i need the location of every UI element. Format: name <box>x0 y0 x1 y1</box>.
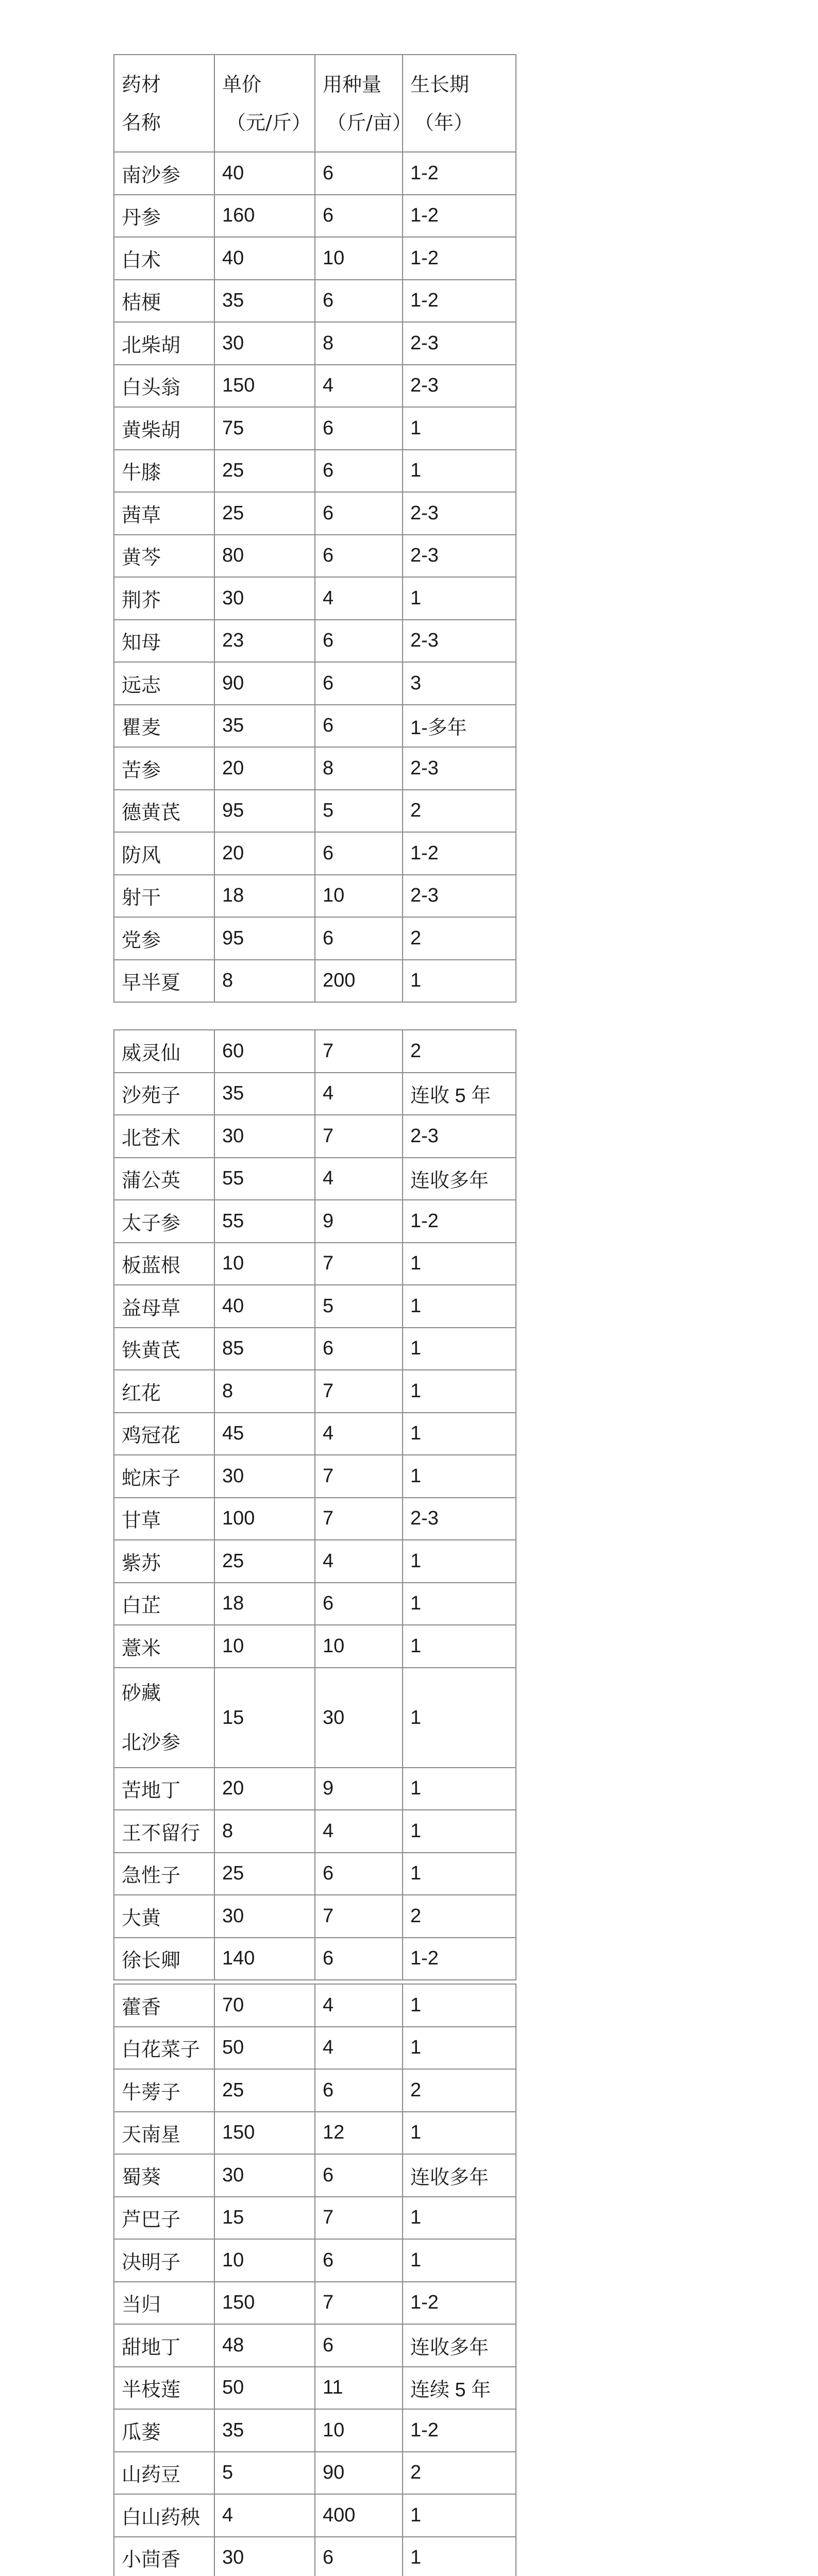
herb-name-cell: 瓜蒌 <box>114 2409 214 2452</box>
unit-price-cell: 75 <box>214 407 315 450</box>
herb-name-cell: 白芷 <box>114 1583 214 1625</box>
herb-name-cell: 党参 <box>114 917 214 960</box>
growth-period-cell: 2-3 <box>403 322 516 365</box>
table-row <box>114 2282 516 2325</box>
unit-price-cell: 50 <box>214 2367 315 2410</box>
growth-period-cell: 1 <box>403 1668 516 1768</box>
table-row <box>114 1455 516 1498</box>
table-row <box>114 152 516 195</box>
header-growth-period <box>403 55 516 152</box>
herb-name-cell: 荆芥 <box>114 577 214 620</box>
growth-period-cell: 1 <box>403 1853 516 1895</box>
herb-name-cell: 黄芩 <box>114 535 214 578</box>
growth-period-cell: 2 <box>403 1895 516 1938</box>
unit-price-cell: 60 <box>214 1030 315 1073</box>
table-row <box>114 832 516 875</box>
growth-period-cell: 1-多年 <box>403 705 516 748</box>
unit-price-cell: 150 <box>214 2112 315 2155</box>
growth-period-cell: 连收多年 <box>403 2154 516 2197</box>
herb-name-cell: 益母草 <box>114 1285 214 1328</box>
table-row <box>114 1984 516 2027</box>
unit-price-cell: 30 <box>214 1895 315 1938</box>
table-row <box>114 705 516 748</box>
herb-name-cell: 紫苏 <box>114 1540 214 1583</box>
herb-name-cell: 牛蒡子 <box>114 2069 214 2112</box>
unit-price-cell: 30 <box>214 2154 315 2197</box>
table-row <box>114 1030 516 1073</box>
table-row <box>114 1768 516 1810</box>
table-row <box>114 1115 516 1158</box>
table-row <box>114 2112 516 2155</box>
herb-name-cell: 防风 <box>114 832 214 875</box>
unit-price-cell: 8 <box>214 1810 315 1853</box>
herb-name-cell: 白头翁 <box>114 365 214 408</box>
header-herb-name-line2: 名称 <box>122 111 161 134</box>
seed-amount-cell: 7 <box>315 1498 403 1540</box>
unit-price-cell: 30 <box>214 2537 315 2576</box>
unit-price-cell: 18 <box>214 1583 315 1625</box>
seed-amount-cell: 6 <box>315 2069 403 2112</box>
herb-name-cell: 丹参 <box>114 195 214 238</box>
growth-period-cell: 2 <box>403 2452 516 2495</box>
herb-name-cell: 知母 <box>114 620 214 663</box>
herb-name-cell: 急性子 <box>114 1853 214 1895</box>
seed-amount-cell: 10 <box>315 237 403 280</box>
growth-period-cell: 连续 5 年 <box>403 2367 516 2410</box>
table-row <box>114 1243 516 1285</box>
table-row <box>114 195 516 238</box>
seed-amount-cell: 6 <box>315 1583 403 1625</box>
unit-price-cell: 55 <box>214 1158 315 1200</box>
unit-price-cell: 95 <box>214 917 315 960</box>
seed-amount-cell: 7 <box>315 2282 403 2325</box>
unit-price-cell: 70 <box>214 1984 315 2027</box>
herb-name-cell: 蒲公英 <box>114 1158 214 1200</box>
table-row <box>114 875 516 918</box>
herb-name-cell: 南沙参 <box>114 152 214 195</box>
herb-name-cell: 山药豆 <box>114 2452 214 2495</box>
unit-price-cell: 30 <box>214 1115 315 1158</box>
seed-amount-cell: 4 <box>315 1984 403 2027</box>
growth-period-cell: 1 <box>403 1285 516 1328</box>
table-row <box>114 2494 516 2537</box>
growth-period-cell: 连收 5 年 <box>403 1073 516 1115</box>
table-row <box>114 577 516 620</box>
seed-amount-cell: 4 <box>315 365 403 408</box>
seed-amount-cell: 10 <box>315 2409 403 2452</box>
seed-amount-cell: 6 <box>315 917 403 960</box>
herb-name-cell: 红花 <box>114 1370 214 1413</box>
growth-period-cell: 1 <box>403 450 516 493</box>
seed-amount-cell: 6 <box>315 705 403 748</box>
seed-amount-cell: 8 <box>315 322 403 365</box>
herb-name-cell: 藿香 <box>114 1984 214 2027</box>
growth-period-cell: 1 <box>403 1810 516 1853</box>
growth-period-cell: 1 <box>403 2027 516 2070</box>
growth-period-cell: 1 <box>403 2112 516 2155</box>
seed-amount-cell: 6 <box>315 620 403 663</box>
herb-name-cell: 王不留行 <box>114 1810 214 1853</box>
table-row <box>114 662 516 705</box>
herb-name-cell: 甘草 <box>114 1498 214 1540</box>
seed-amount-cell: 6 <box>315 2537 403 2576</box>
unit-price-cell: 80 <box>214 535 315 578</box>
growth-period-cell: 1 <box>403 1243 516 1285</box>
growth-period-cell: 1 <box>403 1540 516 1583</box>
table-row <box>114 2197 516 2240</box>
seed-amount-cell: 6 <box>315 2239 403 2282</box>
herb-name-cell: 太子参 <box>114 1200 214 1243</box>
growth-period-cell: 连收多年 <box>403 1158 516 1200</box>
herb-name-cell: 远志 <box>114 662 214 705</box>
herb-name-cell: 牛膝 <box>114 450 214 493</box>
header-herb-name <box>114 55 214 152</box>
herb-name-cell: 早半夏 <box>114 960 214 1003</box>
herb-name-cell: 薏米 <box>114 1625 214 1668</box>
herb-table-1 <box>113 54 516 1003</box>
unit-price-cell: 25 <box>214 2069 315 2112</box>
herb-name-cell: 当归 <box>114 2282 214 2325</box>
seed-amount-cell: 9 <box>315 1200 403 1243</box>
unit-price-cell: 20 <box>214 832 315 875</box>
herb-name-cell: 徐长卿 <box>114 1938 214 1980</box>
seed-amount-cell: 6 <box>315 2154 403 2197</box>
unit-price-cell: 15 <box>214 2197 315 2240</box>
growth-period-cell: 1-2 <box>403 2282 516 2325</box>
seed-amount-cell: 9 <box>315 1768 403 1810</box>
unit-price-cell: 140 <box>214 1938 315 1980</box>
unit-price-cell: 10 <box>214 1243 315 1285</box>
table-row <box>114 1413 516 1455</box>
seed-amount-cell: 6 <box>315 280 403 323</box>
herb-table-3 <box>113 1984 516 2576</box>
herb-name-cell: 北苍术 <box>114 1115 214 1158</box>
unit-price-cell: 48 <box>214 2324 315 2367</box>
seed-amount-cell: 6 <box>315 152 403 195</box>
seed-amount-cell: 6 <box>315 450 403 493</box>
seed-amount-cell: 7 <box>315 1243 403 1285</box>
table-row <box>114 1938 516 1980</box>
seed-amount-cell: 7 <box>315 2197 403 2240</box>
growth-period-cell: 1 <box>403 577 516 620</box>
growth-period-cell: 2-3 <box>403 365 516 408</box>
table-row <box>114 1810 516 1853</box>
herb-name-cell: 小茴香 <box>114 2537 214 2576</box>
unit-price-cell: 35 <box>214 1073 315 1115</box>
table-row <box>114 2069 516 2112</box>
unit-price-cell: 20 <box>214 1768 315 1810</box>
unit-price-cell: 20 <box>214 747 315 790</box>
seed-amount-cell: 4 <box>315 1540 403 1583</box>
growth-period-cell: 1 <box>403 2197 516 2240</box>
herb-name-cell: 桔梗 <box>114 280 214 323</box>
table-row <box>114 1158 516 1200</box>
table-row <box>114 2452 516 2495</box>
growth-period-cell: 1 <box>403 1583 516 1625</box>
herb-name-cell: 芦巴子 <box>114 2197 214 2240</box>
growth-period-cell: 1-2 <box>403 280 516 323</box>
seed-amount-cell: 6 <box>315 1328 403 1370</box>
seed-amount-cell: 6 <box>315 1853 403 1895</box>
seed-amount-cell: 11 <box>315 2367 403 2410</box>
herb-name-cell: 大黄 <box>114 1895 214 1938</box>
table-row <box>114 1073 516 1115</box>
table-row <box>114 620 516 663</box>
growth-period-cell: 2 <box>403 1030 516 1073</box>
unit-price-cell: 40 <box>214 1285 315 1328</box>
unit-price-cell: 23 <box>214 620 315 663</box>
herb-name-cell: 蛇床子 <box>114 1455 214 1498</box>
seed-amount-cell: 7 <box>315 1895 403 1938</box>
unit-price-cell: 10 <box>214 1625 315 1668</box>
growth-period-cell: 1-2 <box>403 1938 516 1980</box>
seed-amount-cell: 4 <box>315 1413 403 1455</box>
table-row <box>114 1625 516 1668</box>
seed-amount-cell: 4 <box>315 577 403 620</box>
seed-amount-cell: 4 <box>315 1073 403 1115</box>
table-row <box>114 535 516 578</box>
table-row <box>114 747 516 790</box>
growth-period-cell: 2-3 <box>403 1115 516 1158</box>
unit-price-cell: 35 <box>214 2409 315 2452</box>
table-row <box>114 322 516 365</box>
table-row <box>114 2154 516 2197</box>
herb-name-cell: 甜地丁 <box>114 2324 214 2367</box>
growth-period-cell: 1-2 <box>403 237 516 280</box>
herb-name-cell: 天南星 <box>114 2112 214 2155</box>
growth-period-cell: 1 <box>403 1455 516 1498</box>
growth-period-cell: 1 <box>403 1370 516 1413</box>
growth-period-cell: 1-2 <box>403 2409 516 2452</box>
table-row <box>114 450 516 493</box>
unit-price-cell: 30 <box>214 577 315 620</box>
unit-price-cell: 18 <box>214 875 315 918</box>
growth-period-cell: 1 <box>403 960 516 1003</box>
unit-price-cell: 25 <box>214 492 315 535</box>
herb-name-cell: 北柴胡 <box>114 322 214 365</box>
seed-amount-cell: 6 <box>315 195 403 238</box>
table-row <box>114 1285 516 1328</box>
header-unit-price-line1: 单价 <box>222 73 262 96</box>
table-row <box>114 1498 516 1540</box>
seed-amount-cell: 6 <box>315 1938 403 1980</box>
table-row <box>114 960 516 1003</box>
unit-price-cell: 50 <box>214 2027 315 2070</box>
table-row <box>114 2367 516 2410</box>
growth-period-cell: 2-3 <box>403 747 516 790</box>
seed-amount-cell: 6 <box>315 2324 403 2367</box>
herb-name-cell: 白术 <box>114 237 214 280</box>
seed-amount-cell: 10 <box>315 1625 403 1668</box>
growth-period-cell: 2 <box>403 917 516 960</box>
unit-price-cell: 100 <box>214 1498 315 1540</box>
table-row <box>114 1200 516 1243</box>
seed-amount-cell: 7 <box>315 1455 403 1498</box>
table-row <box>114 407 516 450</box>
growth-period-cell: 连收多年 <box>403 2324 516 2367</box>
herb-table-2 <box>113 1029 516 1980</box>
growth-period-cell: 1 <box>403 2537 516 2576</box>
growth-period-cell: 2-3 <box>403 1498 516 1540</box>
seed-amount-cell: 7 <box>315 1115 403 1158</box>
seed-amount-cell: 5 <box>315 1285 403 1328</box>
growth-period-cell: 1 <box>403 1984 516 2027</box>
seed-amount-cell: 8 <box>315 747 403 790</box>
seed-amount-cell: 10 <box>315 875 403 918</box>
table-row <box>114 1540 516 1583</box>
unit-price-cell: 10 <box>214 2239 315 2282</box>
unit-price-cell: 35 <box>214 280 315 323</box>
growth-period-cell: 2 <box>403 2069 516 2112</box>
seed-amount-cell: 90 <box>315 2452 403 2495</box>
growth-period-cell: 1 <box>403 1625 516 1668</box>
table-row <box>114 1853 516 1895</box>
table-row <box>114 2324 516 2367</box>
herb-name-cell: 射干 <box>114 875 214 918</box>
growth-period-cell: 2-3 <box>403 875 516 918</box>
table-row <box>114 2537 516 2576</box>
unit-price-cell: 30 <box>214 1455 315 1498</box>
header-seed-amount-line2: （斤/亩） <box>327 111 412 134</box>
table-row <box>114 2027 516 2070</box>
table-row <box>114 237 516 280</box>
herb-name-cell: 茜草 <box>114 492 214 535</box>
header-seed-amount-line1: 用种量 <box>323 73 382 96</box>
table-row <box>114 492 516 535</box>
unit-price-cell: 45 <box>214 1413 315 1455</box>
growth-period-cell: 1-2 <box>403 1200 516 1243</box>
herb-name-cell: 沙苑子 <box>114 1073 214 1115</box>
unit-price-cell: 4 <box>214 2494 315 2537</box>
table-row <box>114 365 516 408</box>
seed-amount-cell: 400 <box>315 2494 403 2537</box>
unit-price-cell: 160 <box>214 195 315 238</box>
unit-price-cell: 35 <box>214 705 315 748</box>
growth-period-cell: 1-2 <box>403 152 516 195</box>
herb-name-cell <box>114 1668 214 1768</box>
growth-period-cell: 1-2 <box>403 832 516 875</box>
unit-price-cell: 25 <box>214 450 315 493</box>
table-row <box>114 1328 516 1370</box>
header-herb-name-line1: 药材 <box>122 73 161 96</box>
seed-amount-cell: 4 <box>315 1158 403 1200</box>
unit-price-cell: 150 <box>214 365 315 408</box>
seed-amount-cell: 200 <box>315 960 403 1003</box>
unit-price-cell: 25 <box>214 1540 315 1583</box>
seed-amount-cell: 30 <box>315 1668 403 1768</box>
herb-name-cell: 白山药秧 <box>114 2494 214 2537</box>
header-unit-price-line2: （元/斤） <box>226 111 311 134</box>
unit-price-cell: 8 <box>214 1370 315 1413</box>
growth-period-cell: 2-3 <box>403 492 516 535</box>
table-row <box>114 2409 516 2452</box>
growth-period-cell: 1 <box>403 2494 516 2537</box>
header-unit-price <box>214 55 315 152</box>
herb-name-cell: 白花菜子 <box>114 2027 214 2070</box>
herb-name-cell: 威灵仙 <box>114 1030 214 1073</box>
seed-amount-cell: 12 <box>315 2112 403 2155</box>
unit-price-cell: 15 <box>214 1668 315 1768</box>
growth-period-cell: 1-2 <box>403 195 516 238</box>
growth-period-cell: 2-3 <box>403 620 516 663</box>
herb-name-cell: 决明子 <box>114 2239 214 2282</box>
unit-price-cell: 85 <box>214 1328 315 1370</box>
table-row <box>114 2239 516 2282</box>
seed-amount-cell: 6 <box>315 535 403 578</box>
table-row <box>114 1583 516 1625</box>
seed-amount-cell: 7 <box>315 1370 403 1413</box>
herb-name-cell: 瞿麦 <box>114 705 214 748</box>
unit-price-cell: 30 <box>214 322 315 365</box>
herb-name-cell: 铁黄芪 <box>114 1328 214 1370</box>
growth-period-cell: 1 <box>403 2239 516 2282</box>
seed-amount-cell: 6 <box>315 662 403 705</box>
growth-period-cell: 1 <box>403 1768 516 1810</box>
table-row <box>114 1370 516 1413</box>
herb-name-cell: 黄柴胡 <box>114 407 214 450</box>
growth-period-cell: 1 <box>403 1328 516 1370</box>
unit-price-cell: 90 <box>214 662 315 705</box>
unit-price-cell: 40 <box>214 237 315 280</box>
header-growth-period-line1: 生长期 <box>410 73 470 96</box>
herb-name-cell: 苦地丁 <box>114 1768 214 1810</box>
herb-name-cell: 蜀葵 <box>114 2154 214 2197</box>
table-row <box>114 917 516 960</box>
unit-price-cell: 150 <box>214 2282 315 2325</box>
growth-period-cell: 2 <box>403 790 516 833</box>
seed-amount-cell: 4 <box>315 2027 403 2070</box>
unit-price-cell: 40 <box>214 152 315 195</box>
herb-name-cell: 板蓝根 <box>114 1243 214 1285</box>
herb-name-cell: 半枝莲 <box>114 2367 214 2410</box>
seed-amount-cell: 6 <box>315 492 403 535</box>
header-growth-period-line2: （年） <box>414 111 474 134</box>
seed-amount-cell: 6 <box>315 832 403 875</box>
growth-period-cell: 2-3 <box>403 535 516 578</box>
unit-price-cell: 55 <box>214 1200 315 1243</box>
herb-name-line: 北沙参 <box>122 1731 181 1754</box>
table-row <box>114 1895 516 1938</box>
table-header-row <box>114 55 516 152</box>
seed-amount-cell: 5 <box>315 790 403 833</box>
seed-amount-cell: 4 <box>315 1810 403 1853</box>
table-row <box>114 1668 516 1768</box>
table-row <box>114 790 516 833</box>
unit-price-cell: 8 <box>214 960 315 1003</box>
header-seed-amount <box>315 55 412 152</box>
seed-amount-cell: 6 <box>315 407 403 450</box>
table-row <box>114 280 516 323</box>
seed-amount-cell: 7 <box>315 1030 403 1073</box>
unit-price-cell: 25 <box>214 1853 315 1895</box>
unit-price-cell: 95 <box>214 790 315 833</box>
growth-period-cell: 3 <box>403 662 516 705</box>
growth-period-cell: 1 <box>403 1413 516 1455</box>
herb-name-line: 砂藏 <box>122 1681 161 1704</box>
herb-name-cell: 苦参 <box>114 747 214 790</box>
herb-name-cell: 德黄芪 <box>114 790 214 833</box>
herb-name-cell: 鸡冠花 <box>114 1413 214 1455</box>
unit-price-cell: 5 <box>214 2452 315 2495</box>
growth-period-cell: 1 <box>403 407 516 450</box>
